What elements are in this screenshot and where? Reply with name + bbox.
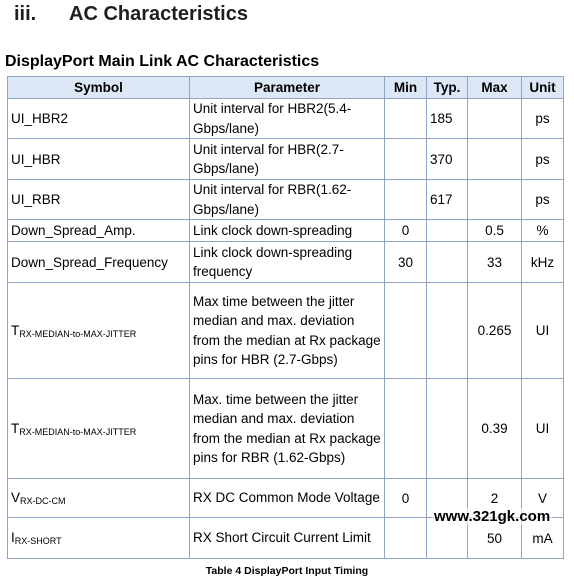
header-parameter: Parameter <box>190 77 385 99</box>
cell-symbol <box>8 379 190 479</box>
section-number: iii. <box>14 3 37 25</box>
ac-characteristics-table <box>7 76 564 559</box>
cell-symbol: UI_HBR <box>8 139 190 180</box>
cell-max: 2 <box>468 479 522 518</box>
cell-parameter: Unit interval for HBR2(5.4-Gbps/lane) <box>190 99 385 139</box>
cell-parameter: Link clock down-spreading frequency <box>190 242 385 283</box>
cell-max: 0.265 <box>468 283 522 379</box>
cell-unit: kHz <box>522 242 564 283</box>
symbol-main: V <box>11 490 21 505</box>
cell-min: 0 <box>385 479 427 518</box>
cell-parameter: RX DC Common Mode Voltage <box>190 479 385 518</box>
cell-symbol: UI_HBR2 <box>8 99 190 139</box>
header-min: Min <box>385 77 427 99</box>
cell-unit: ps <box>522 180 564 220</box>
table-row <box>8 379 564 479</box>
cell-typ <box>427 283 468 379</box>
cell-parameter: Unit interval for RBR(1.62-Gbps/lane) <box>190 180 385 220</box>
cell-symbol: Down_Spread_Frequency <box>8 242 190 283</box>
header-max: Max <box>468 77 522 99</box>
symbol-subscript: RX-DC-CM <box>20 496 66 506</box>
cell-unit: UI <box>522 379 564 479</box>
cell-unit: V <box>522 479 564 518</box>
symbol-main: T <box>11 322 20 338</box>
table-row <box>8 220 564 242</box>
cell-typ: 370 <box>427 139 468 180</box>
cell-symbol <box>8 518 190 559</box>
cell-max: 0.5 <box>468 220 522 242</box>
watermark: www.321gk.com <box>434 508 551 525</box>
table-row <box>8 180 564 220</box>
cell-min <box>385 283 427 379</box>
cell-typ: 185 <box>427 99 468 139</box>
cell-symbol <box>8 283 190 379</box>
symbol-main: T <box>11 420 20 436</box>
cell-max <box>468 139 522 180</box>
cell-typ <box>427 379 468 479</box>
cell-min: 0 <box>385 220 427 242</box>
cell-max <box>468 99 522 139</box>
header-typ: Typ. <box>427 77 468 99</box>
cell-min <box>385 99 427 139</box>
cell-min <box>385 379 427 479</box>
header-unit: Unit <box>522 77 564 99</box>
cell-unit: % <box>522 220 564 242</box>
cell-parameter: Unit interval for HBR(2.7-Gbps/lane) <box>190 139 385 180</box>
cell-symbol: Down_Spread_Amp. <box>8 220 190 242</box>
symbol-subscript: RX-MEDIAN-to-MAX-JITTER <box>19 328 137 339</box>
cell-unit: UI <box>522 283 564 379</box>
cell-unit: ps <box>522 99 564 139</box>
table-header-row <box>8 77 564 99</box>
table-row <box>8 242 564 283</box>
cell-max: 50 <box>468 518 522 559</box>
cell-parameter: Link clock down-spreading <box>190 220 385 242</box>
table-row <box>8 139 564 180</box>
table-row <box>8 283 564 379</box>
cell-parameter: Max time between the jitter median and max. deviation from the median at Rx package pins for HBR (2.7-Gbps) <box>190 283 385 379</box>
cell-typ <box>427 242 468 283</box>
table-title: DisplayPort Main Link AC Characteristics <box>5 53 320 70</box>
header-symbol: Symbol <box>8 77 190 99</box>
cell-max: 0.39 <box>468 379 522 479</box>
symbol-main: I <box>11 530 15 545</box>
cell-symbol: UI_RBR <box>8 180 190 220</box>
table-caption: Table 4 DisplayPort Input Timing <box>205 565 369 577</box>
cell-typ: 617 <box>427 180 468 220</box>
cell-unit: ps <box>522 139 564 180</box>
cell-parameter: RX Short Circuit Current Limit <box>190 518 385 559</box>
cell-typ <box>427 220 468 242</box>
cell-min <box>385 518 427 559</box>
cell-parameter: Max. time between the jitter median and max. deviation from the median at Rx package pins for RBR (1.62-Gbps) <box>190 379 385 479</box>
cell-min <box>385 139 427 180</box>
symbol-subscript: RX-MEDIAN-to-MAX-JITTER <box>19 426 137 437</box>
table-row <box>8 99 564 139</box>
cell-min <box>385 180 427 220</box>
cell-max: 33 <box>468 242 522 283</box>
cell-min: 30 <box>385 242 427 283</box>
cell-symbol <box>8 479 190 518</box>
cell-max <box>468 180 522 220</box>
section-heading <box>14 3 248 26</box>
symbol-subscript: RX-SHORT <box>14 536 62 546</box>
cell-unit: mA <box>522 518 564 559</box>
section-title: AC Characteristics <box>69 3 248 25</box>
